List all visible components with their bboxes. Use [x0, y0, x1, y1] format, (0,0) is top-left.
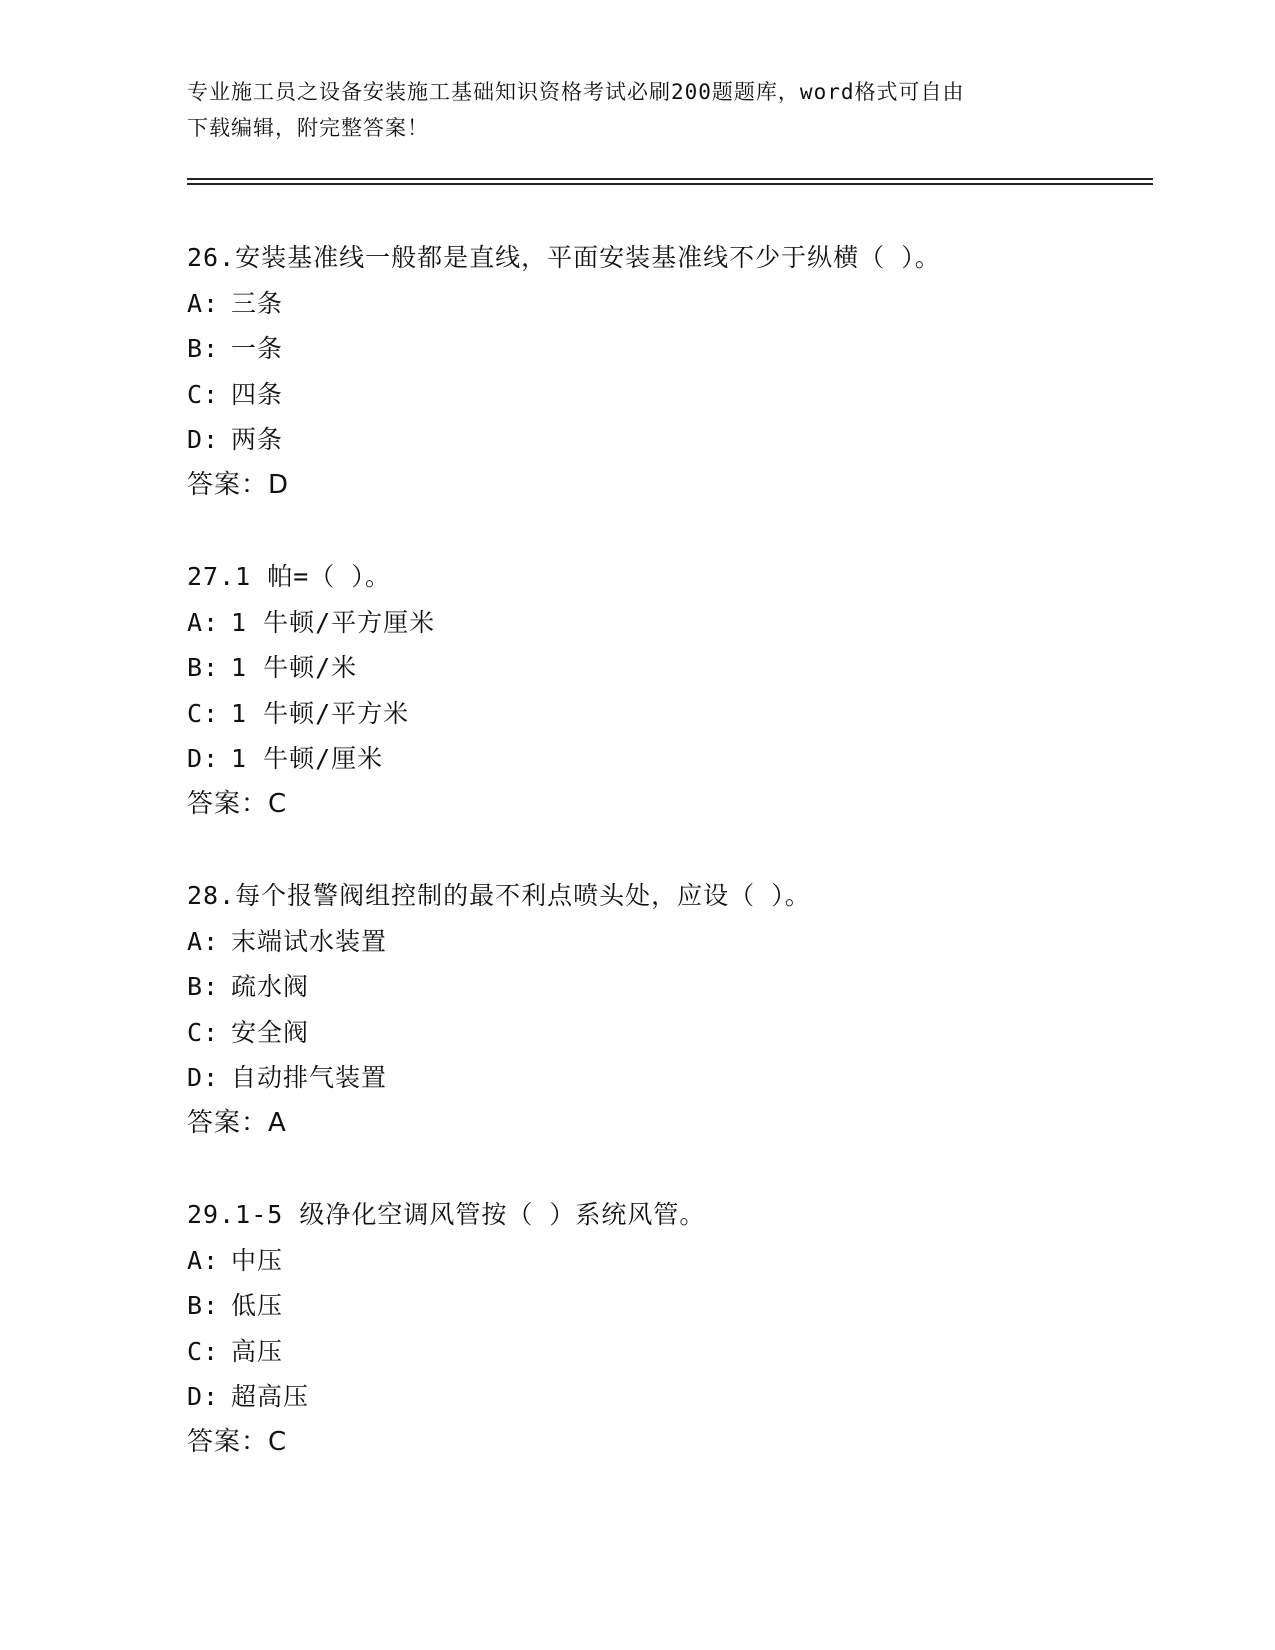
option-a [187, 600, 1167, 646]
option-letter: A: [187, 607, 220, 637]
option-text: 高压 [231, 1336, 284, 1366]
option-letter: C: [187, 379, 220, 409]
question-28 [187, 873, 1167, 1192]
option-b [187, 326, 1167, 372]
option-letter: C: [187, 1017, 220, 1047]
option-d [187, 736, 1167, 782]
question-27 [187, 554, 1167, 873]
answer-line: 答案：C [187, 1426, 288, 1457]
option-d [187, 1055, 1167, 1101]
option-b [187, 964, 1167, 1010]
option-text: 三条 [231, 288, 284, 318]
document-header [187, 74, 1087, 146]
question-title: 26.安装基准线一般都是直线，平面安装基准线不少于纵横（ ）。 [187, 243, 941, 272]
option-c [187, 372, 1167, 418]
option-letter: B: [187, 653, 220, 682]
option-text: 超高压 [231, 1382, 310, 1411]
question-spacer [187, 508, 1167, 554]
option-c [187, 691, 1167, 737]
option-d [187, 417, 1167, 463]
question-title: 27.1 帕=（ ）。 [187, 562, 391, 591]
option-text: 中压 [231, 1245, 284, 1275]
option-text: 四条 [231, 379, 284, 409]
question-title: 28.每个报警阀组控制的最不利点喷头处，应设（ ）。 [187, 881, 811, 910]
option-a [187, 1238, 1167, 1284]
option-letter: D: [187, 744, 220, 773]
option-text: 1 牛顿/米 [231, 653, 358, 682]
option-letter: D: [187, 1382, 220, 1411]
option-letter: C: [187, 1336, 220, 1366]
header-line-2: 下载编辑，附完整答案！ [187, 116, 429, 140]
option-letter: B: [187, 1291, 220, 1320]
option-text: 末端试水装置 [231, 926, 388, 956]
option-text: 低压 [231, 1291, 284, 1320]
option-letter: A: [187, 288, 220, 318]
option-c [187, 1010, 1167, 1056]
option-text: 两条 [231, 425, 284, 454]
option-d [187, 1374, 1167, 1420]
option-a [187, 919, 1167, 965]
option-letter: C: [187, 698, 220, 728]
header-rule-bottom [187, 183, 1153, 185]
question-list [187, 235, 1167, 1465]
answer-line: 答案：A [187, 1107, 287, 1138]
option-letter: D: [187, 1063, 220, 1092]
question-title: 29.1-5 级净化空调风管按（ ）系统风管。 [187, 1200, 706, 1229]
option-text: 1 牛顿/平方厘米 [231, 607, 436, 637]
option-b [187, 1283, 1167, 1329]
option-letter: A: [187, 926, 220, 956]
question-spacer [187, 1146, 1167, 1192]
option-letter: D: [187, 425, 220, 454]
header-rule-top [187, 178, 1153, 180]
option-b [187, 645, 1167, 691]
question-spacer [187, 827, 1167, 873]
option-text: 疏水阀 [231, 972, 310, 1001]
option-c [187, 1329, 1167, 1375]
header-line-1: 专业施工员之设备安装施工基础知识资格考试必刷200题题库，word格式可自由 [187, 80, 965, 104]
answer-line: 答案：C [187, 788, 288, 819]
question-29 [187, 1192, 1167, 1465]
option-a [187, 281, 1167, 327]
option-text: 1 牛顿/厘米 [231, 744, 384, 773]
option-letter: B: [187, 972, 220, 1001]
option-text: 自动排气装置 [231, 1063, 388, 1092]
option-text: 一条 [231, 334, 284, 363]
option-letter: A: [187, 1245, 220, 1275]
option-text: 安全阀 [231, 1017, 310, 1047]
question-26 [187, 235, 1167, 554]
option-letter: B: [187, 334, 220, 363]
answer-line: 答案：D [187, 469, 290, 500]
option-text: 1 牛顿/平方米 [231, 698, 410, 728]
